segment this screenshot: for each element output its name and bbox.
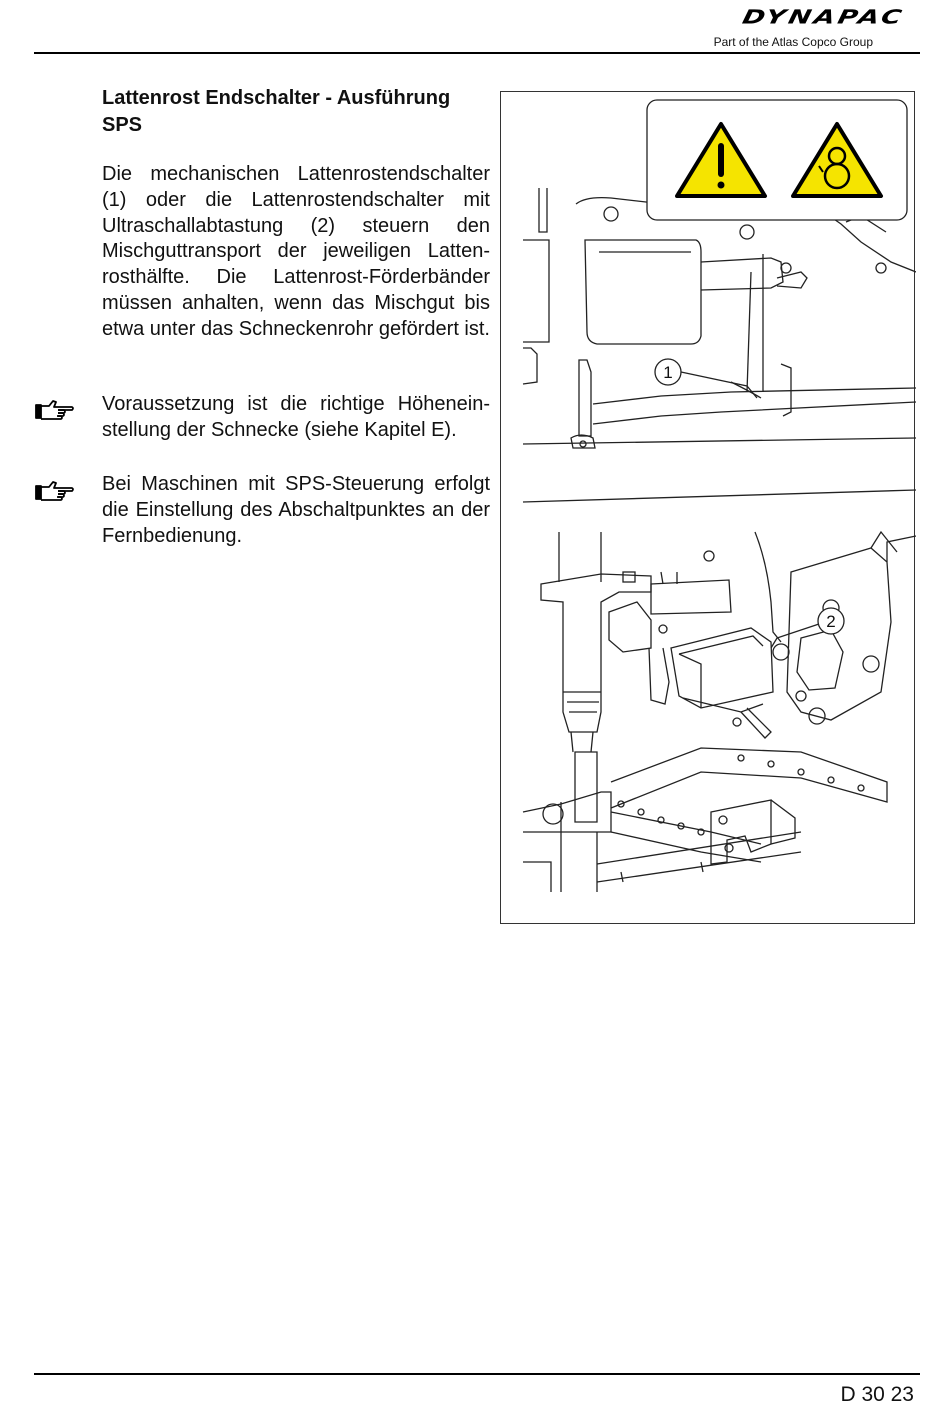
note-paragraph: Voraussetzung ist die richtige Höheneinstellung der Schnecke (siehe Kapitel E). <box>102 393 490 441</box>
dynapac-logo <box>683 4 909 50</box>
pointing-hand-icon <box>34 397 76 423</box>
footer-rule <box>34 1373 920 1375</box>
pointing-hand-icon <box>34 478 76 504</box>
conveyor-chain <box>618 755 864 835</box>
callout-1-label: 1 <box>663 363 673 382</box>
callout-2-label: 2 <box>826 612 836 631</box>
upper-view <box>523 188 916 502</box>
logo-tagline: Part of the Atlas Copco Group <box>713 35 873 49</box>
logo-wordmark: DYNAPAC <box>740 6 907 29</box>
technical-illustration <box>500 91 915 924</box>
body-paragraph: Die mechanischen Lattenrostendschalter (1) oder die Lattenrostendschalter mit Ultraschallabtastung (2) steuern den Mischguttransport der jeweiligen Lattenrosthälfte. Die Lattenrost-Förderbänder müssen anhalten, wenn das Mischgut bis etwa unter das Schneckenrohr gefördert ist. <box>102 163 490 340</box>
illustration-drawing <box>501 92 916 925</box>
note-paragraph: Bei Maschinen mit SPS-Steuerung erfolgt die Einstellung des Abschaltpunktes an der Fernbedienung. <box>102 473 490 547</box>
header-rule <box>34 52 920 54</box>
section-heading: Lattenrost Endschalter - Ausführung SPS <box>102 87 451 136</box>
page-number: D 30 23 <box>840 1383 914 1406</box>
lower-view <box>523 532 916 892</box>
warning-signs-panel <box>647 100 907 220</box>
